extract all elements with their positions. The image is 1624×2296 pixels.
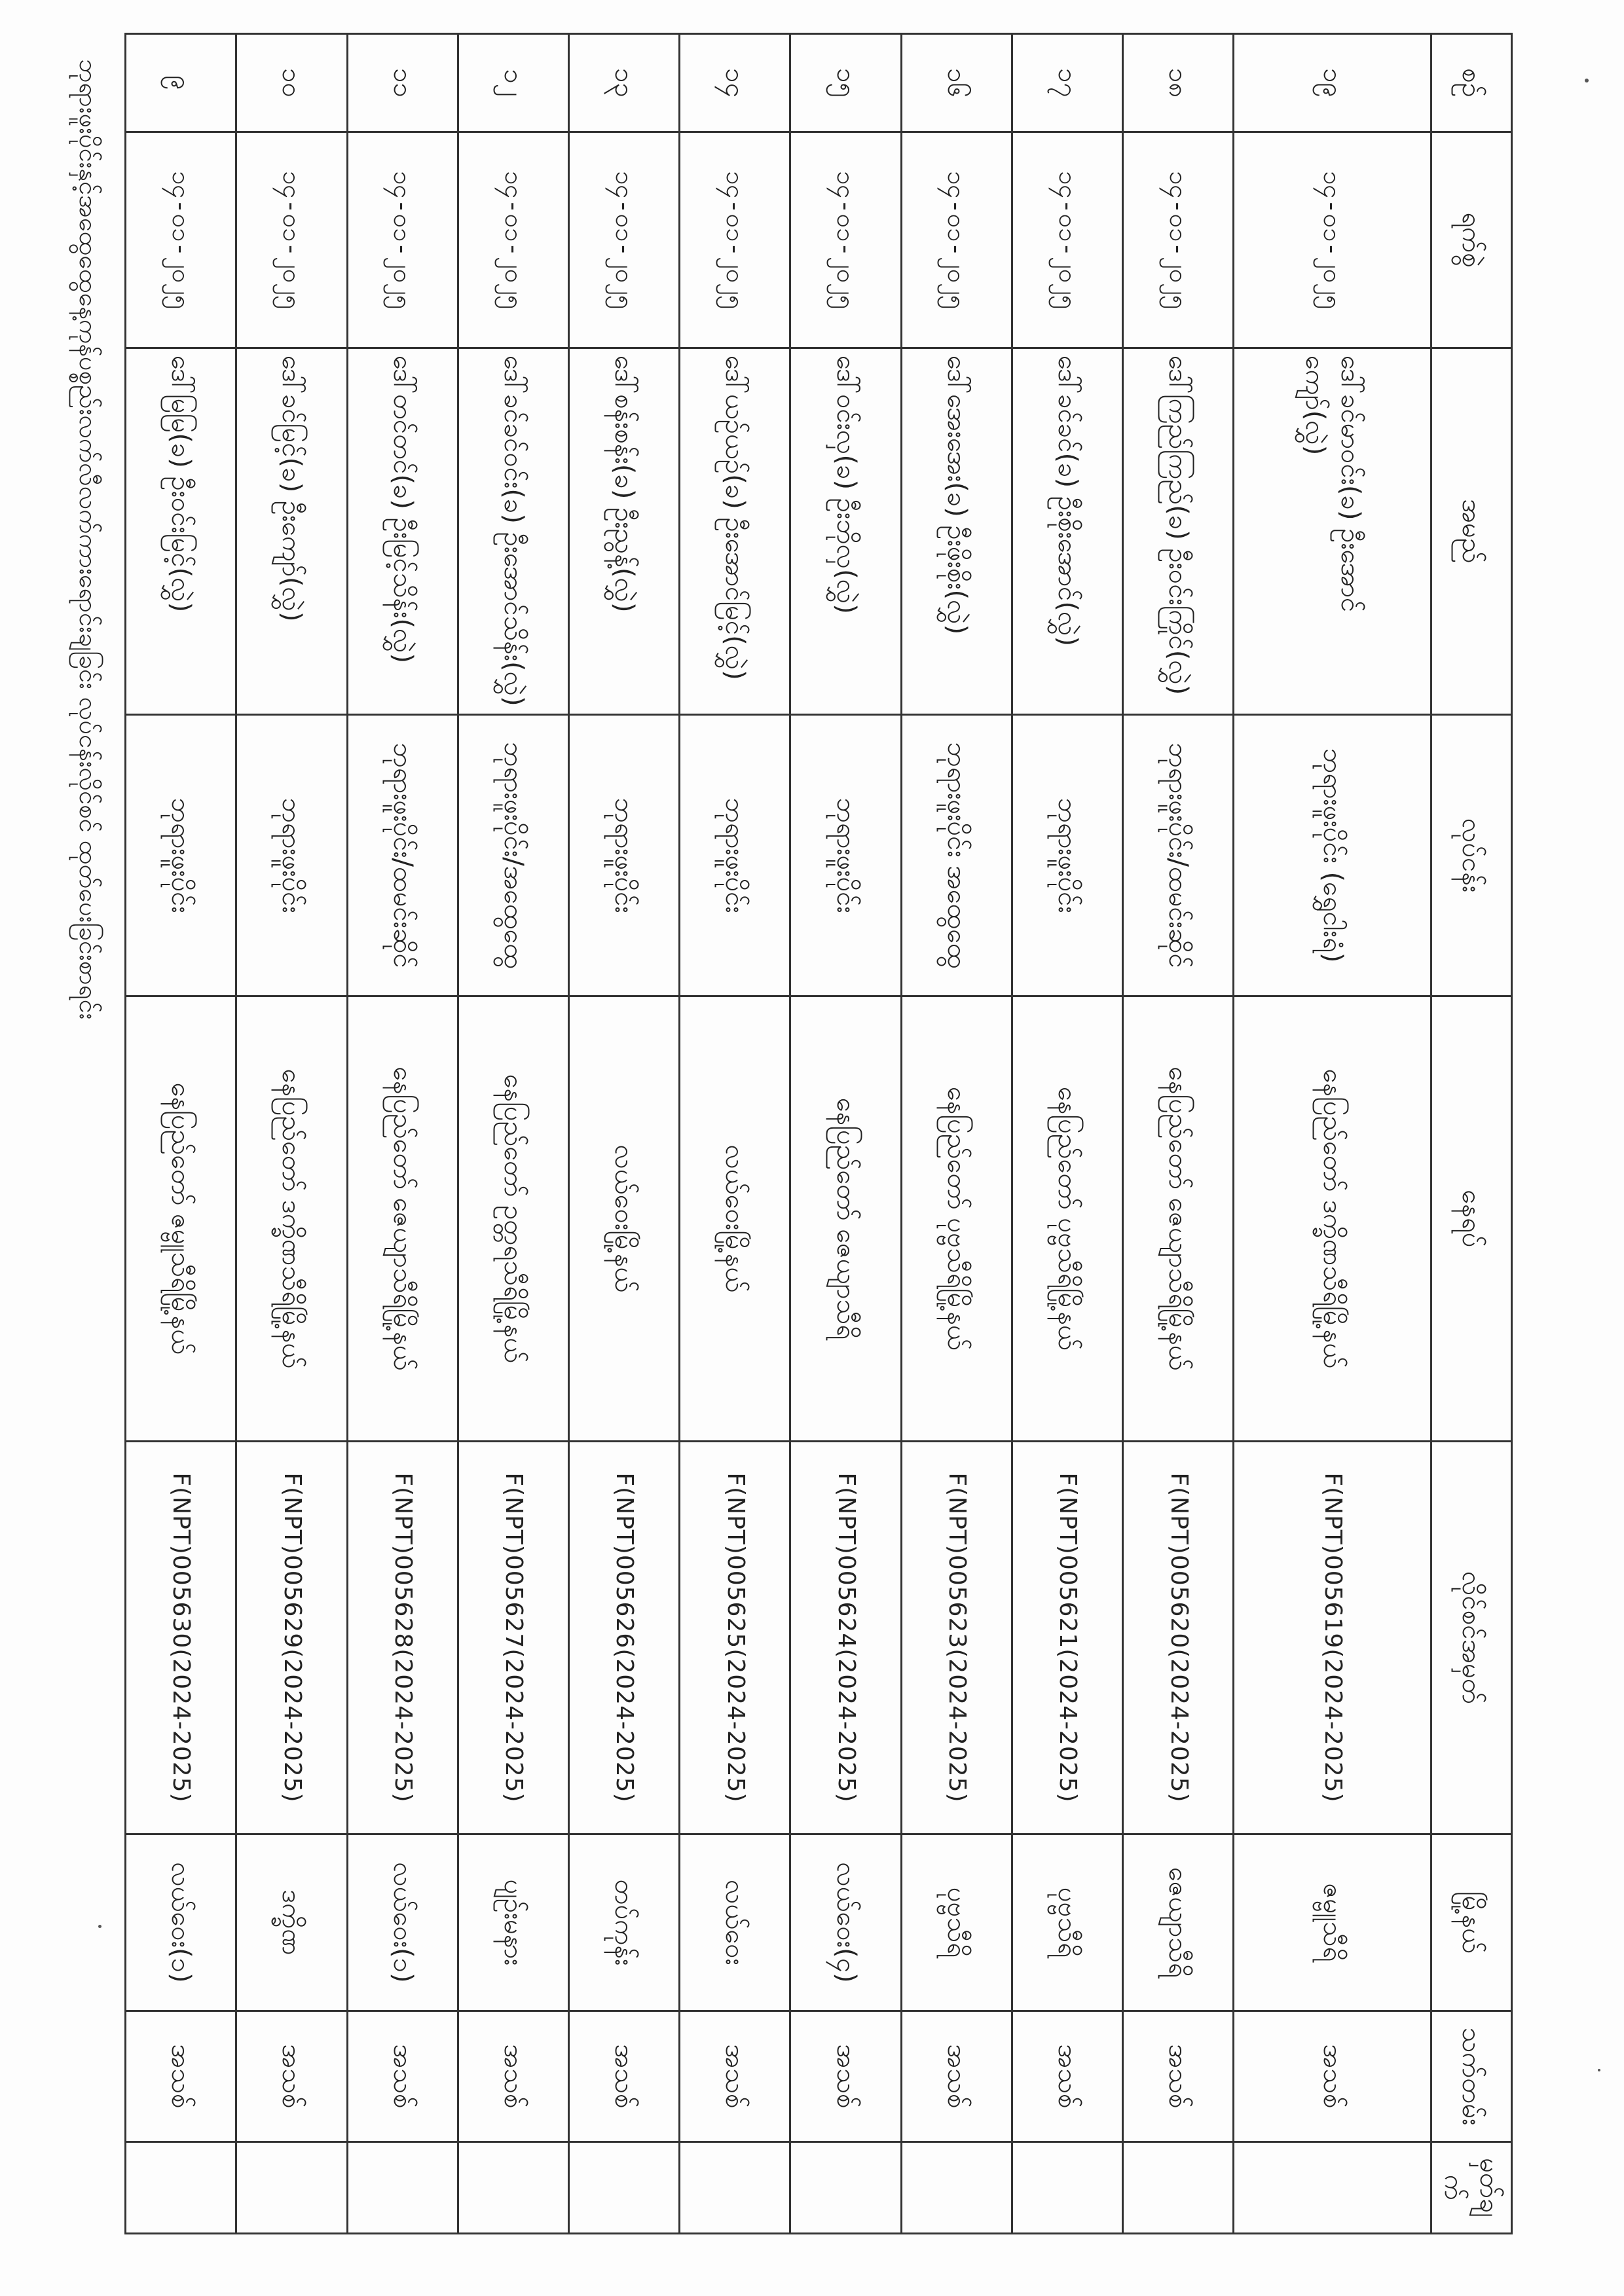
cell-name: ဒေါ်ခင်မာဝင်း(ခ) ဦးအောင်ကျော်(လွှဲ) <box>1234 348 1431 715</box>
cell-date: ၁၄-၀၁-၂၀၂၅ <box>236 132 347 348</box>
cell-date: ၁၄-၀၁-၂၀၂၅ <box>458 132 568 348</box>
table-row <box>236 34 347 2234</box>
cell-name: ဒေါ်ခင်မြင့်(ခ) ဦးကျော်(လွှဲ) <box>236 348 347 715</box>
cell-town: ဒက္ခိဏ <box>236 1834 347 2011</box>
cell-status: အသစ် <box>569 2011 680 2142</box>
cell-type: ဘုရားဖူးပိုင်း အထွေထွေ <box>901 715 1012 996</box>
cell-address: နေပြည်တော် ဒက္ခိဏသီရိမြို့နယ် <box>236 996 347 1442</box>
cell-type: ဘုရားဖူးပိုင်း/ထမင်းဆိုင် <box>1123 715 1234 996</box>
cell-town: ဇမ္ဗူသီရိ <box>1234 1834 1431 2011</box>
cell-remark <box>790 2142 901 2234</box>
cell-remark <box>347 2142 458 2234</box>
table-row <box>1123 34 1234 2234</box>
cell-status: အသစ် <box>236 2011 347 2142</box>
cell-license-code: F(NPT)005620(2024-2025) <box>1123 1442 1234 1834</box>
header-address: နေရပ် <box>1431 996 1512 1442</box>
cell-date: ၁၄-၀၁-၂၀၂၅ <box>1234 132 1431 348</box>
cell-status: အသစ် <box>680 2011 790 2142</box>
cell-no: ၉ <box>126 34 236 132</box>
license-register-table <box>124 33 1513 2234</box>
table-row <box>901 34 1012 2234</box>
cell-status: အသစ် <box>1123 2011 1234 2142</box>
cell-no: ၁၂ <box>458 34 568 132</box>
cell-no: ၁၄ <box>680 34 790 132</box>
cell-town: ပုဗ္ဗသီရိ <box>901 1834 1012 2011</box>
cell-type: ဘုရားဖူးပိုင်း <box>126 715 236 996</box>
cell-address: နေပြည်တော် ပုဗ္ဗသီရိမြို့နယ် <box>1012 996 1122 1442</box>
cell-license-code: F(NPT)005627(2024-2025) <box>458 1442 568 1834</box>
cell-type: ဘုရားဖူးပိုင်း/အထွေထွေ <box>458 715 568 996</box>
table-body <box>126 34 1431 2234</box>
cell-status: အသစ် <box>790 2011 901 2142</box>
table-row <box>347 34 458 2234</box>
cell-date: ၁၄-၀၁-၂၀၂၅ <box>126 132 236 348</box>
cell-status: အသစ် <box>1234 2011 1431 2142</box>
cell-address: လယ်ဝေးမြို့နယ် <box>569 996 680 1442</box>
cell-name: ဒေါ်ခင်ခင်ဝင်း(ခ) ဦးအောင်သိန်း(လွှဲ) <box>458 348 568 715</box>
rotated-sheet <box>52 20 1532 2252</box>
header-code: လိုင်စင်အမှတ် <box>1431 1442 1512 1834</box>
cell-status: အသစ် <box>347 2011 458 2142</box>
cell-license-code: F(NPT)005629(2024-2025) <box>236 1442 347 1834</box>
header-date: ရက်စွဲ <box>1431 132 1512 348</box>
cell-status: အသစ် <box>126 2011 236 2142</box>
cell-town: ပျဉ်းမနား <box>458 1834 568 2011</box>
cell-no: ၁၅ <box>790 34 901 132</box>
cell-date: ၁၄-၀၁-၂၀၂၅ <box>1012 132 1122 348</box>
cell-name: ဒေါ်တင်တင်(ခ) ဦးမြင့်သိန်း(လွှဲ) <box>347 348 458 715</box>
header-no: စဉ် <box>1431 34 1512 132</box>
header-status: သက်တမ်း <box>1431 2011 1512 2142</box>
cell-town: လယ်ဝေး(၄) <box>790 1834 901 2011</box>
document-title: ဘုရားဖူးပိုင်းနှင့်အထွေထွေနေ့ကုန်ပစ္စည်းလက်လီလက်ကားရောင်းချခြင်း လုပ်ငန်းလိုင်စင် ထုတ်ပေးခြင်းစာရင်း <box>74 59 103 1020</box>
scan-speck <box>1598 2069 1600 2071</box>
cell-remark <box>1123 2142 1234 2234</box>
table-row <box>458 34 568 2234</box>
cell-town: လယ်ဝေး <box>680 1834 790 2011</box>
cell-license-code: F(NPT)005619(2024-2025) <box>1234 1442 1431 1834</box>
cell-license-code: F(NPT)005621(2024-2025) <box>1012 1442 1122 1834</box>
cell-town: ပုဗ္ဗသီရိ <box>1012 1834 1122 2011</box>
cell-address: နေပြည်တော် ဇေယျာသီရိ <box>790 996 901 1442</box>
cell-license-code: F(NPT)005626(2024-2025) <box>569 1442 680 1834</box>
cell-remark <box>236 2142 347 2234</box>
scan-speck <box>1585 79 1589 82</box>
cell-type: ဘုရားဖူးပိုင်း <box>1012 715 1122 996</box>
header-remark: မှတ်ချက် <box>1431 2142 1512 2234</box>
table-header <box>1431 34 1512 2234</box>
cell-date: ၁၄-၀၁-၂၀၂၅ <box>347 132 458 348</box>
cell-remark <box>680 2142 790 2234</box>
cell-license-code: F(NPT)005625(2024-2025) <box>680 1442 790 1834</box>
cell-no: ၁၉ <box>1234 34 1431 132</box>
cell-address: နေပြည်တော် ဇမ္ဗူသီရိမြို့နယ် <box>126 996 236 1442</box>
cell-status: အသစ် <box>901 2011 1012 2142</box>
cell-name: ဒေါ်စန်းစန်း(ခ) ဦးညွန့်(လွှဲ) <box>569 348 680 715</box>
table-row <box>1234 34 1431 2234</box>
cell-type: ဘုရားဖူးပိုင်း (ရွှေငါးရံ) <box>1234 715 1431 996</box>
table-row <box>680 34 790 2234</box>
cell-remark <box>458 2142 568 2234</box>
cell-address: နေပြည်တော် ပုဗ္ဗသီရိမြို့နယ် <box>901 996 1012 1442</box>
cell-date: ၁၄-၀၁-၂၀၂၅ <box>790 132 901 348</box>
table-row <box>790 34 901 2234</box>
cell-address: နေပြည်တော် ဇေယျာသီရိမြို့နယ် <box>1123 996 1234 1442</box>
cell-address: နေပြည်တော် ဒက္ခိဏသီရိမြို့နယ် <box>1234 996 1431 1442</box>
cell-town: လယ်ဝေး(၁) <box>126 1834 236 2011</box>
cell-date: ၁၄-၀၁-၂၀၂၅ <box>569 132 680 348</box>
cell-license-code: F(NPT)005630(2024-2025) <box>126 1442 236 1834</box>
cell-name: ဒေါ်မြမြ(ခ) ဦးဝင်းမြင့်(လွှဲ) <box>126 348 236 715</box>
cell-type: ဘုရားဖူးပိုင်း <box>236 715 347 996</box>
cell-town: လယ်ဝေး(၁) <box>347 1834 458 2011</box>
table-row <box>569 34 680 2234</box>
header-town: မြို့နယ် <box>1431 1834 1512 2011</box>
cell-license-code: F(NPT)005628(2024-2025) <box>347 1442 458 1834</box>
cell-date: ၁၄-၀၁-၂၀၂၅ <box>680 132 790 348</box>
cell-remark <box>569 2142 680 2234</box>
cell-town: ဇေယျာသီရိ <box>1123 1834 1234 2011</box>
header-name: အမည် <box>1431 348 1512 715</box>
cell-date: ၁၄-၀၁-၂၀၂၅ <box>1123 132 1234 348</box>
cell-no: ၁၈ <box>1123 34 1234 132</box>
cell-name: ဒေါ်ဝင်းလှ(ခ) ဦးဘိုလှ(လွှဲ) <box>790 348 901 715</box>
header-row <box>1431 34 1512 2234</box>
cell-type: ဘုရားဖူးပိုင်း <box>790 715 901 996</box>
scan-speck <box>98 1925 101 1928</box>
cell-town: တပ်ကုန်း <box>569 1834 680 2011</box>
cell-name: ဒေါ်ယဉ်ယဉ်(ခ) ဦးအောင်မြင့်(လွှဲ) <box>680 348 790 715</box>
cell-type: ဘုရားဖူးပိုင်း/ထမင်းဆိုင် <box>347 715 458 996</box>
cell-address: နေပြည်တော် ဥတ္တရသီရိမြို့နယ် <box>458 996 568 1442</box>
cell-no: ၁၇ <box>1012 34 1122 132</box>
table-row <box>126 34 236 2234</box>
cell-status: အသစ် <box>1012 2011 1122 2142</box>
cell-remark <box>1012 2142 1122 2234</box>
cell-date: ၁၄-၀၁-၂၀၂၅ <box>901 132 1012 348</box>
cell-remark <box>126 2142 236 2234</box>
cell-remark <box>1234 2142 1431 2234</box>
cell-no: ၁၁ <box>347 34 458 132</box>
table-row <box>1012 34 1122 2234</box>
cell-name: ဒေါ်ခင်ခင်(ခ) ဦးစိုးအောင်(လွှဲ) <box>1012 348 1122 715</box>
cell-address: နေပြည်တော် ဇေယျာသီရိမြို့နယ် <box>347 996 458 1442</box>
cell-remark <box>901 2142 1012 2234</box>
cell-name: ဒေါ်အေးအေး(ခ) ဦးဖိုးစိုး(လွှဲ) <box>901 348 1012 715</box>
cell-no: ၁၆ <box>901 34 1012 132</box>
cell-license-code: F(NPT)005623(2024-2025) <box>901 1442 1012 1834</box>
cell-name: ဒေါ်ကြည်ကြည်(ခ) ဦးဝင်းကြိုင်(လွှဲ) <box>1123 348 1234 715</box>
cell-status: အသစ် <box>458 2011 568 2142</box>
cell-type: ဘုရားဖူးပိုင်း <box>680 715 790 996</box>
cell-license-code: F(NPT)005624(2024-2025) <box>790 1442 901 1834</box>
cell-address: လယ်ဝေးမြို့နယ် <box>680 996 790 1442</box>
cell-no: ၁၃ <box>569 34 680 132</box>
cell-no: ၁၀ <box>236 34 347 132</box>
cell-type: ဘုရားဖူးပိုင်း <box>569 715 680 996</box>
header-type: လုပ်ငန်း <box>1431 715 1512 996</box>
